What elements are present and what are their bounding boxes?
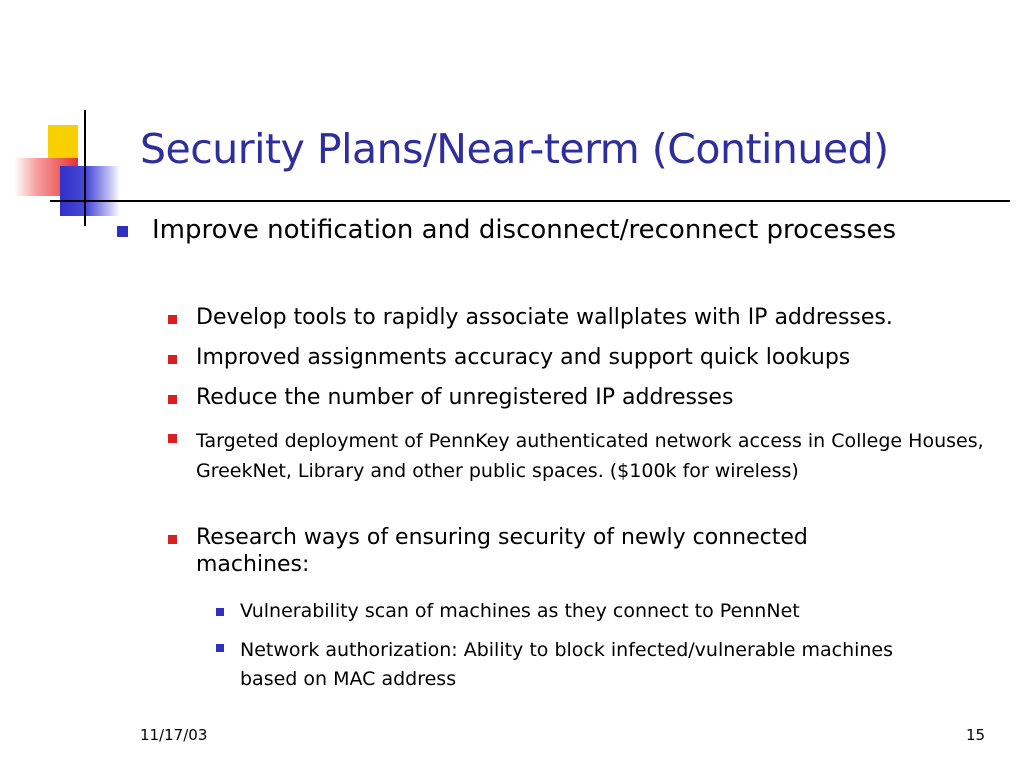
bullet-level2: Improved assignments accuracy and support quick lookups [196, 345, 996, 372]
bullet-level2: Reduce the number of unregistered IP addresses [196, 385, 996, 412]
bullet-level1: Improve notification and disconnect/reconnect processes [152, 215, 912, 247]
slide-title: Security Plans/Near-term (Continued) [140, 125, 889, 173]
title-underline [50, 200, 1010, 202]
bullet-level3: Vulnerability scan of machines as they connect to PennNet [240, 600, 960, 623]
bullet-level2: Targeted deployment of PennKey authenticated network access in College Houses, GreekNet, Library and other public spaces. ($100k for wireless) [196, 426, 996, 487]
square-bullet-icon [168, 395, 177, 404]
bullet-level2: Research ways of ensuring security of newly connected machines: [196, 525, 996, 579]
square-bullet-icon [168, 355, 177, 364]
footer-date: 11/17/03 [140, 726, 208, 744]
square-bullet-icon [216, 608, 224, 616]
bullet-level2: Develop tools to rapidly associate wallplates with IP addresses. [196, 305, 996, 332]
square-bullet-icon [117, 226, 128, 237]
bullet-level3: Network authorization: Ability to block infected/vulnerable machines based on MAC address [240, 636, 960, 695]
square-bullet-icon [216, 644, 224, 652]
logo-blue-square [60, 166, 120, 216]
logo-vertical-line [84, 110, 86, 226]
footer-page-number: 15 [966, 726, 986, 744]
square-bullet-icon [168, 315, 177, 324]
square-bullet-icon [168, 434, 177, 443]
square-bullet-icon [168, 535, 177, 544]
